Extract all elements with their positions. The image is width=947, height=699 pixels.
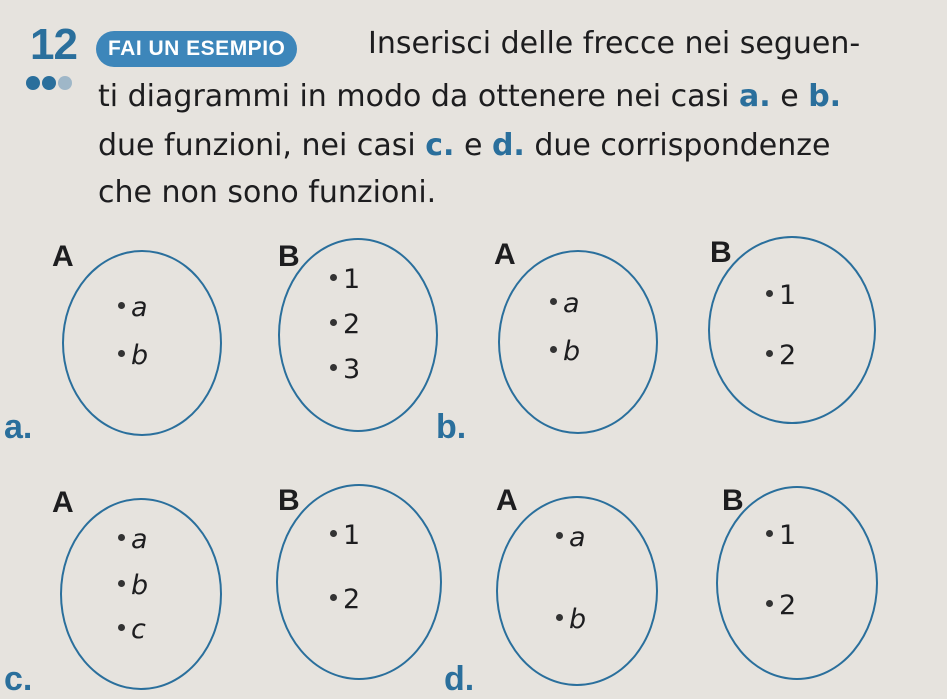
set-a-label: A [494, 238, 516, 271]
set-b-element[interactable]: 2 [766, 590, 796, 621]
set-b-element[interactable]: 1 [330, 264, 360, 295]
set-a-element[interactable]: a [118, 292, 148, 323]
set-b-element[interactable]: 2 [330, 584, 360, 615]
set-b-oval[interactable] [276, 484, 442, 680]
set-b-label: B [278, 484, 300, 517]
set-b-element[interactable]: 2 [766, 340, 796, 371]
set-b-element[interactable]: 2 [330, 309, 360, 340]
set-a-label: A [52, 240, 74, 273]
set-b-element[interactable]: 3 [330, 354, 360, 385]
example-badge: FAI UN ESEMPIO [96, 31, 297, 67]
case-ref-d: d. [491, 128, 525, 163]
set-a-label: A [496, 484, 518, 517]
case-ref-b: b. [808, 79, 842, 114]
set-b-label: B [710, 236, 732, 269]
set-a-element[interactable]: b [118, 570, 148, 601]
case-label-a: a. [4, 408, 33, 446]
set-b-oval[interactable] [708, 236, 876, 424]
case-ref-a: a. [739, 79, 771, 114]
instruction-text: due funzioni, nei casi [98, 128, 426, 163]
difficulty-dots [26, 75, 74, 91]
set-b-label: B [722, 484, 744, 517]
set-a-element[interactable]: b [556, 604, 586, 635]
set-a-label: A [52, 486, 74, 519]
set-a-element[interactable]: b [550, 336, 580, 367]
set-a-element[interactable]: c [118, 614, 146, 645]
set-b-label: B [278, 240, 300, 273]
instruction-line-2 [98, 79, 841, 114]
difficulty-dot-icon [26, 76, 40, 90]
case-label-d: d. [444, 660, 475, 698]
instruction-line-3 [98, 128, 830, 163]
case-label-b: b. [436, 408, 467, 446]
set-a-element[interactable]: a [556, 522, 586, 553]
set-b-element[interactable]: 1 [330, 520, 360, 551]
instruction-line-1: Inserisci delle frecce nei seguen- [368, 26, 861, 61]
instruction-text: e [770, 79, 809, 114]
case-label-c: c. [4, 660, 33, 698]
set-b-element[interactable]: 1 [766, 520, 796, 551]
set-b-oval[interactable] [716, 486, 878, 680]
instruction-text: due corrispondenze [524, 128, 831, 163]
set-a-element[interactable]: a [550, 288, 580, 319]
set-b-element[interactable]: 1 [766, 280, 796, 311]
set-a-element[interactable]: a [118, 524, 148, 555]
instruction-text: ti diagrammi in modo da ottenere nei casi [98, 79, 740, 114]
exercise-number: 12 [30, 20, 77, 69]
instruction-line-4: che non sono funzioni. [98, 175, 437, 210]
difficulty-dot-icon [58, 76, 72, 90]
set-a-element[interactable]: b [118, 340, 148, 371]
difficulty-dot-icon [42, 76, 56, 90]
instruction-text: e [454, 128, 492, 163]
case-ref-c: c. [425, 128, 455, 163]
